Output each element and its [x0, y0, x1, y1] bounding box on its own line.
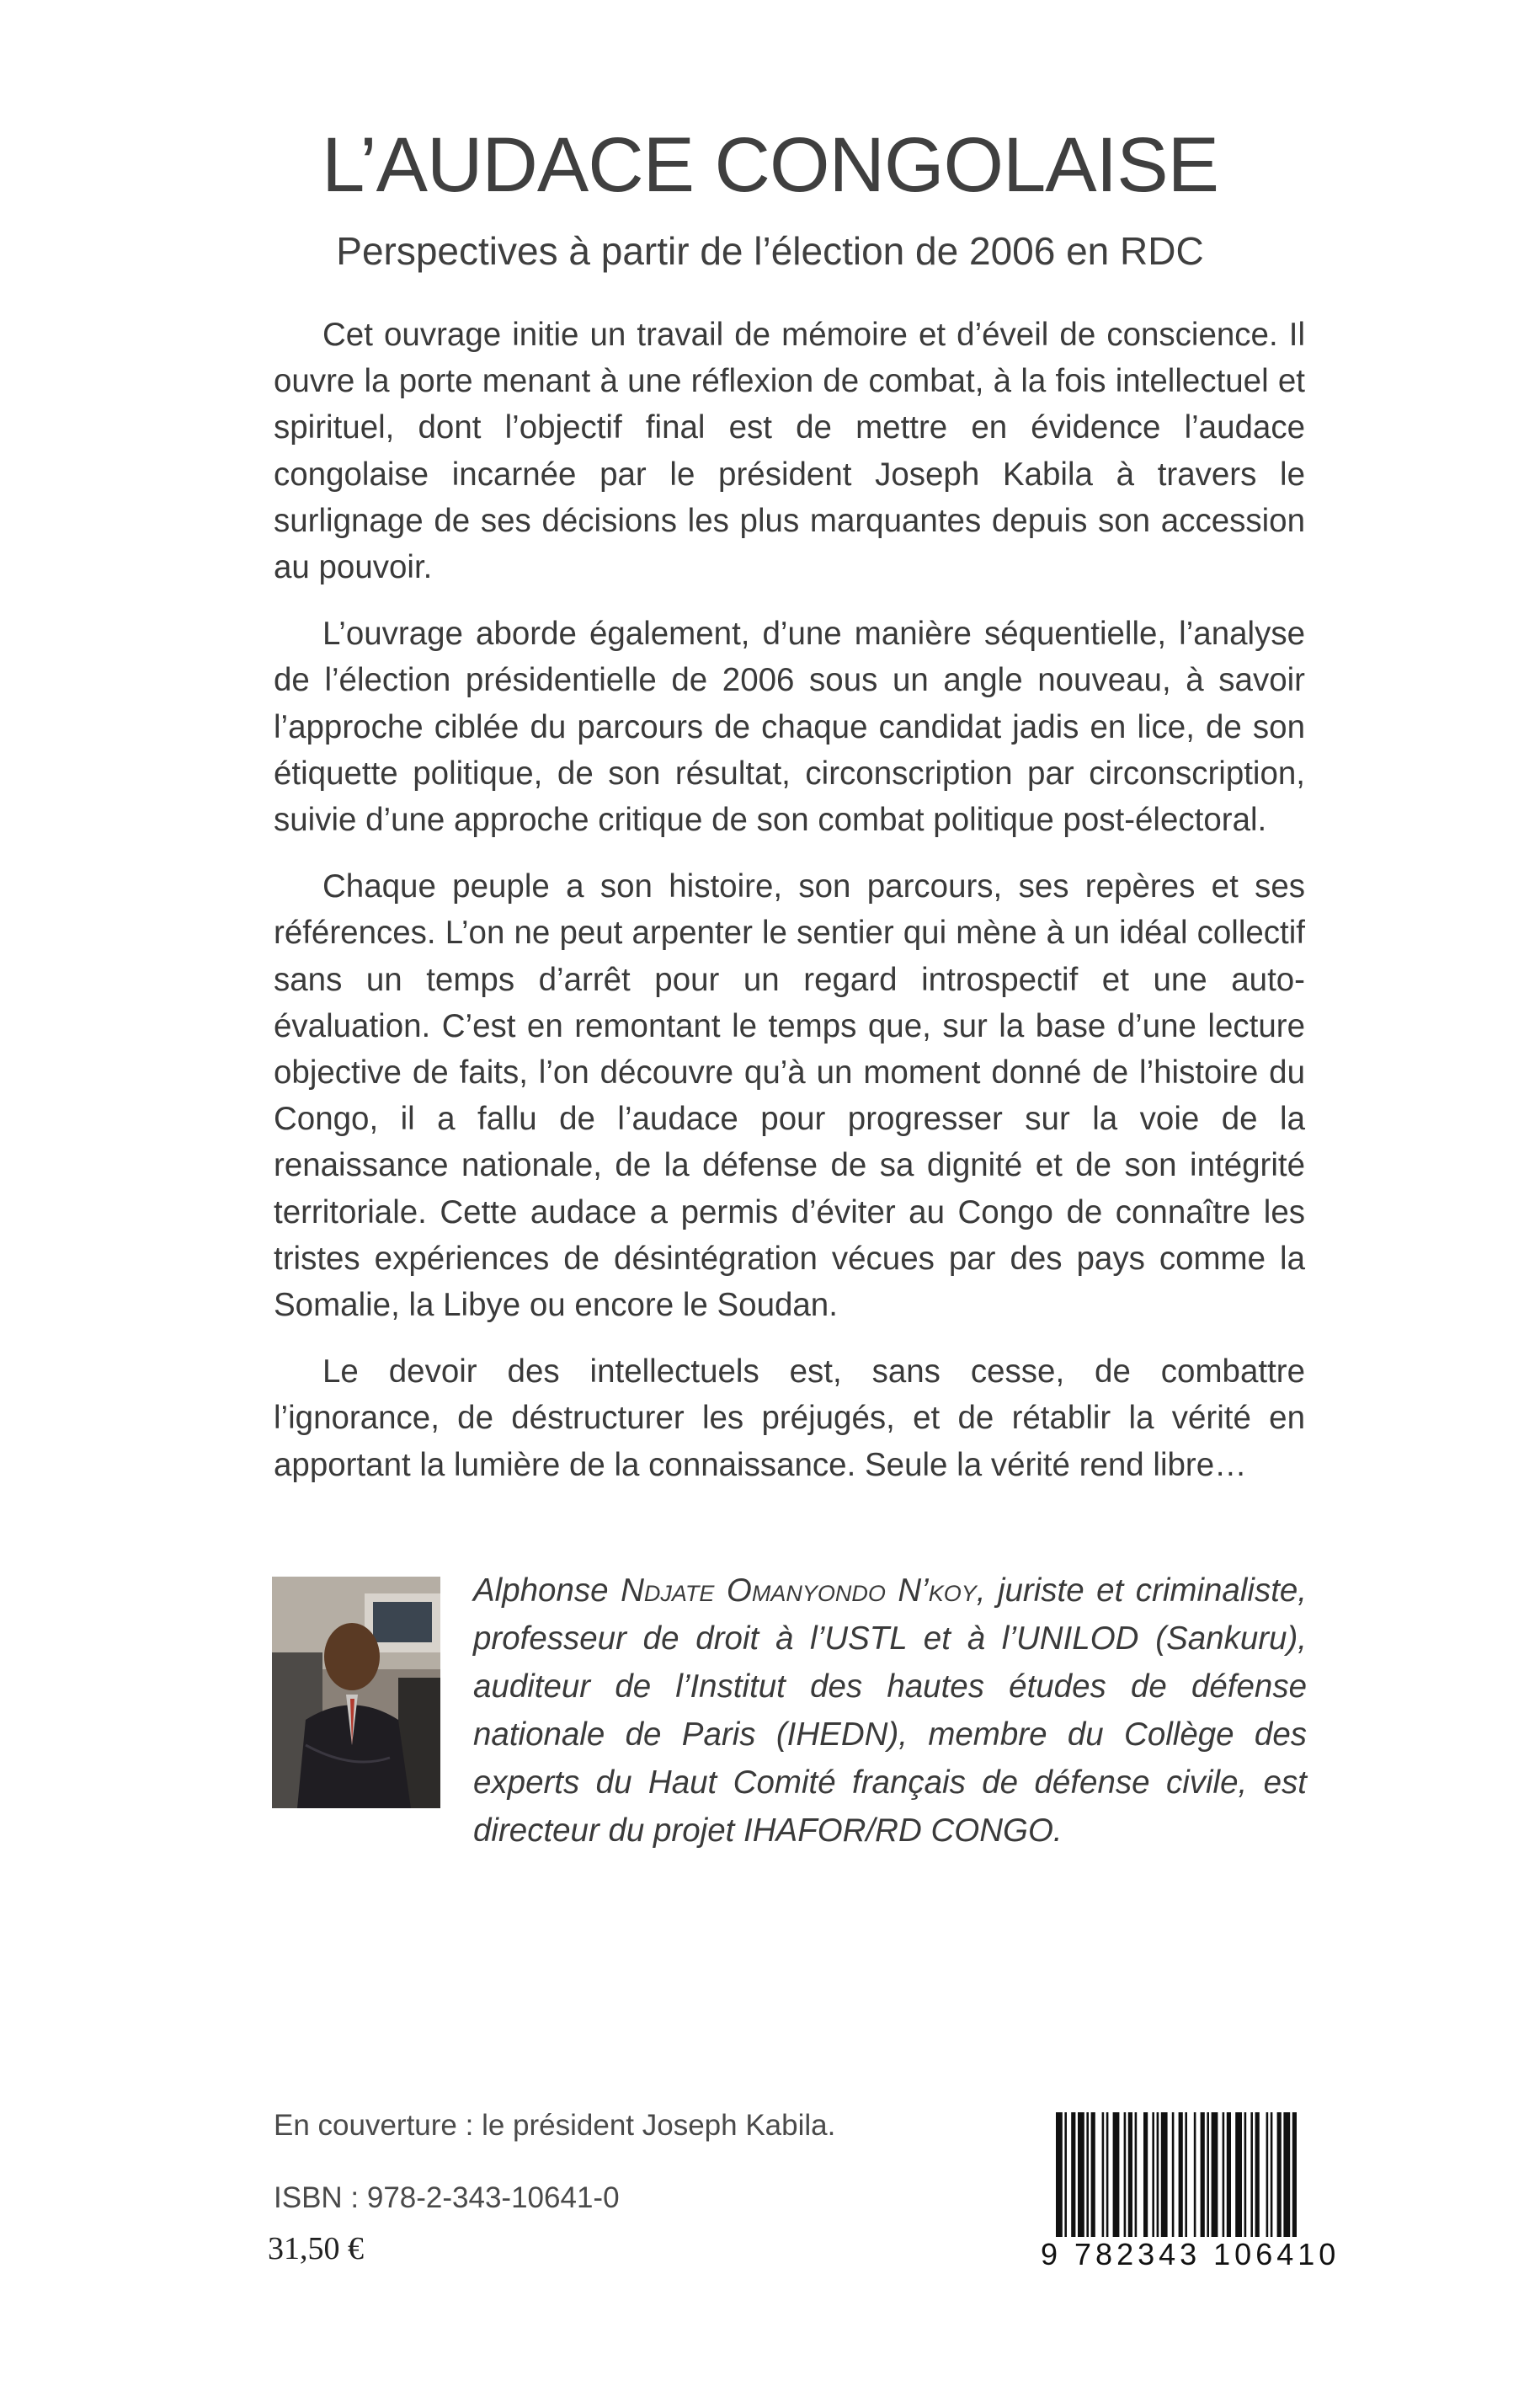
- barcode-bar: [1102, 2112, 1105, 2239]
- barcode-bar: [1172, 2112, 1175, 2239]
- barcode-bar: [1277, 2112, 1282, 2239]
- author-photo: [272, 1577, 440, 1808]
- barcode-bar: [1255, 2112, 1260, 2239]
- barcode-bar: [1223, 2112, 1225, 2239]
- barcode-bar: [1250, 2112, 1253, 2239]
- barcode-bar: [1292, 2112, 1297, 2239]
- barcode-bar: [1091, 2112, 1095, 2239]
- author-biography: [473, 1567, 1307, 1855]
- barcode-bar: [1207, 2112, 1209, 2239]
- barcode-bar: [1212, 2112, 1218, 2239]
- barcode-bar: [1071, 2112, 1075, 2239]
- barcode-bars: [1044, 2112, 1305, 2239]
- barcode-bar: [1266, 2112, 1269, 2239]
- author-bio-text: , juriste et criminaliste, professeur de droit à l’USTL et à l’UNILOD (Sankuru), auditeur de l’Institut des hautes études de défense nationale de Paris (IHEDN), membre du Collège des experts du Haut Comité français de défense civile, est directeur du projet IHAFOR/RD CONGO.: [473, 1572, 1308, 1849]
- barcode-number: 9 782343 106410: [1041, 2237, 1340, 2271]
- blurb: [274, 312, 1305, 1508]
- barcode-bar: [1227, 2112, 1231, 2239]
- barcode-bar: [1086, 2112, 1089, 2239]
- barcode-bar: [1056, 2112, 1063, 2239]
- barcode-bar: [1201, 2112, 1205, 2239]
- barcode-bar: [1157, 2112, 1159, 2239]
- barcode-bar: [1194, 2112, 1196, 2239]
- book-title: L’AUDACE CONGOLAISE: [322, 122, 1218, 208]
- barcode-bar: [1152, 2112, 1154, 2239]
- barcode-bar: [1124, 2112, 1127, 2239]
- isbn: ISBN : 978-2-343-10641-0: [274, 2181, 620, 2214]
- barcode-bar: [1106, 2112, 1109, 2239]
- barcode-bar: [1078, 2112, 1084, 2239]
- barcode-bar: [1135, 2112, 1138, 2239]
- barcode-bar: [1235, 2112, 1242, 2239]
- cover-credit: En couverture : le président Joseph Kabila.: [274, 2109, 836, 2142]
- blurb-paragraph: Cet ouvrage initie un travail de mémoire et d’éveil de conscience. Il ouvre la porte menant à une réflexion de combat, à la fois intellectuel et spirituel, dont l’objectif final est de mettre en évidence l’audace congolaise incarnée par le président Joseph Kabila à travers le surlignage de ses décisions les plus marquantes depuis son accession au pouvoir.: [274, 317, 1305, 586]
- barcode-bar: [1113, 2112, 1120, 2239]
- barcode-bar: [1244, 2112, 1247, 2239]
- author-portrait-image: [272, 1577, 440, 1808]
- barcode-bar: [1128, 2112, 1132, 2239]
- author-surname: Ndjate Omanyondo N’koy: [621, 1572, 977, 1609]
- barcode-bar: [1064, 2112, 1067, 2239]
- author-first-name: Alphonse: [473, 1572, 609, 1609]
- blurb-paragraph: L’ouvrage aborde également, d’une manière séquentielle, l’analyse de l’élection présidentielle de 2006 sous un angle nouveau, à savoir l’approche ciblée du parcours de chaque candidat jadis en lice, de son étiquette politique, de son résultat, circonscription par circonscription, suivie d’une approche critique de son combat politique post-électoral.: [274, 616, 1305, 839]
- barcode-bar: [1161, 2112, 1168, 2239]
- barcode-bar: [1179, 2112, 1183, 2239]
- barcode-bar: [1283, 2112, 1290, 2239]
- barcode-bar: [1185, 2112, 1187, 2239]
- book-subtitle: Perspectives à partir de l’élection de 2006 en RDC: [336, 229, 1204, 273]
- price: 31,50 €: [268, 2231, 364, 2266]
- blurb-paragraph: Le devoir des intellectuels est, sans cesse, de combattre l’ignorance, de déstructurer les préjugés, et de rétablir la vérité en apportant la lumière de la connaissance. Seule la vérité rend libre…: [274, 1353, 1305, 1483]
- barcode-bar: [1271, 2112, 1273, 2239]
- barcode-bar: [1143, 2112, 1148, 2239]
- blurb-paragraph: Chaque peuple a son histoire, son parcours, ses repères et ses références. L’on ne peut arpenter le sentier qui mène à un idéal collectif sans un temps d’arrêt pour un regard introspectif et une auto-évaluation. C’est en remontant le temps que, sur la base d’une lecture objective de faits, l’on découvre qu’à un moment donné de l’histoire du Congo, il a fallu de l’audace pour progresser sur la voie de la renaissance nationale, de la défense de sa dignité et de son intégrité territoriale. Cette audace a permis d’éviter au Congo de connaître les tristes expériences de désintégration vécues par des pays comme la Somalie, la Libye ou encore le Soudan.: [274, 868, 1305, 1324]
